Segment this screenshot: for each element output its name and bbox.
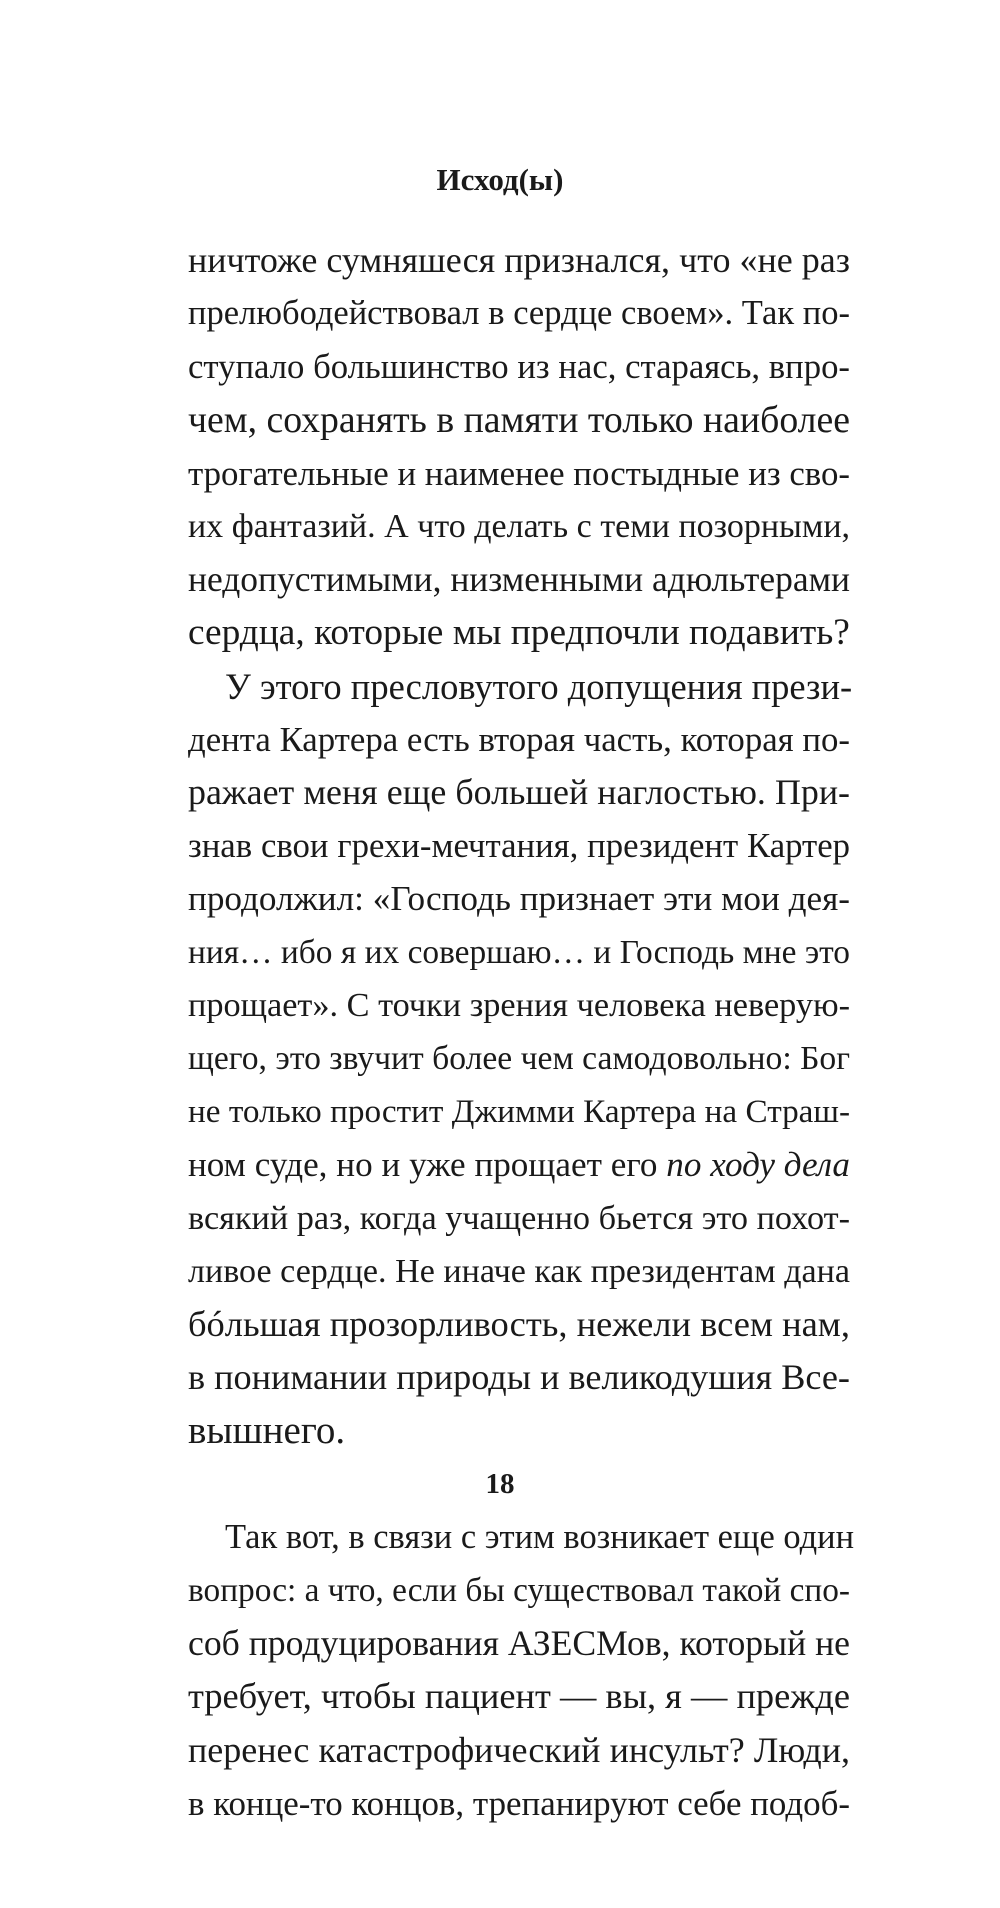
text-line: их фантазий. А что делать с теми позорными, [188, 508, 850, 546]
page-number: 18 [485, 1468, 515, 1500]
text-line: в конце-то концов, трепанируют себе подоб- [188, 1783, 850, 1823]
text-line: прощает». С точки зрения человека неверую- [188, 985, 850, 1024]
text-line: вопрос: а что, если бы существовал такой спо- [188, 1572, 850, 1610]
text-line: дента Картера есть вторая часть, которая по- [188, 719, 850, 759]
text-line: щего, это звучит более чем самодовольно: Бог [188, 1040, 850, 1078]
text-line: сердца, которые мы предпочли подавить? [188, 612, 850, 654]
text-line: трогательные и наименее постыдные из сво- [188, 453, 851, 493]
text-line: перенес катастрофический инсульт? Люди, [188, 1729, 850, 1770]
text-line: ливое сердце. Не иначе как президентам дана [188, 1252, 850, 1290]
text-line: всякий раз, когда учащенно бьется это похот- [188, 1198, 851, 1237]
text-line: знав свои грехи-мечтания, президент Картер [188, 826, 850, 866]
text-line: продолжил: «Господь признает эти мои дея- [188, 879, 850, 919]
running-head: Исход(ы) [436, 162, 564, 197]
italic-phrase: по ходу дела [666, 1145, 850, 1185]
text-line: чем, сохранять в памяти только наиболее [188, 398, 851, 441]
text-line: недопустимыми, низменными адюльтерами [188, 559, 850, 600]
text-line: Так вот, в связи с этим возникает еще один [225, 1517, 855, 1556]
body-text [188, 234, 855, 1830]
text-line: ничтоже сумняшеся признался, что «не раз [188, 240, 850, 280]
text-line: ступало большинство из нас, стараясь, впро- [188, 347, 850, 387]
text-line: вышнего. [188, 1409, 346, 1453]
text-segment: ном суде, но и уже прощает его [188, 1145, 667, 1185]
text-line: требует, чтобы пациент — вы, я — прежде [188, 1676, 850, 1717]
text-line: соб продуцирования АЗЕСМов, который не [188, 1623, 850, 1664]
text-line: в понимании природы и великодушия Все- [188, 1357, 850, 1398]
text-line: бóльшая прозорливость, нежели всем нам, [188, 1304, 850, 1345]
text-line: ражает меня еще большей наглостью. При- [188, 772, 850, 813]
text-line-with-italic [188, 1138, 850, 1191]
text-line: не только простит Джимми Картера на Страш- [188, 1093, 850, 1131]
text-line: ния… ибо я их совершаю… и Господь мне это [188, 933, 850, 971]
text-line: У этого пресловутого допущения прези- [225, 665, 853, 707]
text-line: прелюбодействовал в сердце своем». Так по- [188, 294, 850, 333]
